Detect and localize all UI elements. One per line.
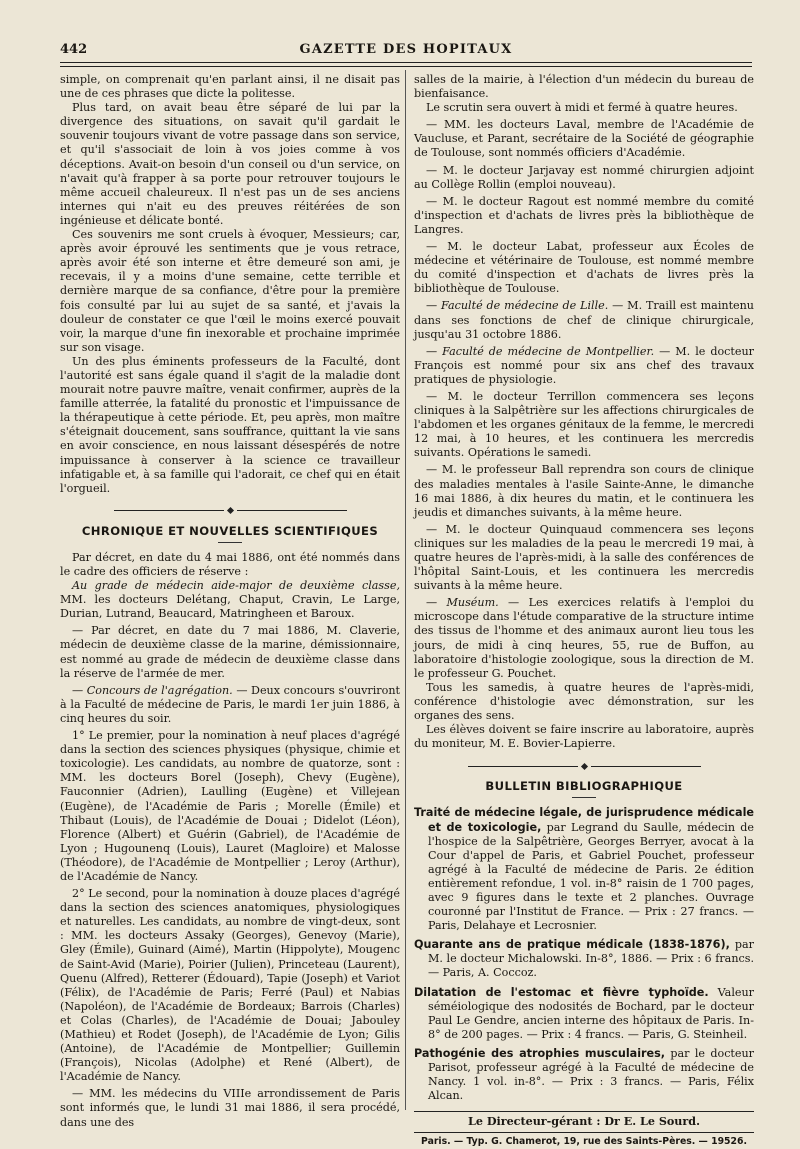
biblio-text: Valeur séméiologique des nodosités de Bochard, par le docteur Paul Le Gendre, ancien interne des hôpitaux de Paris. In-8° de 200 pages. — Prix : 4 francs. — Paris, G. Steinheil. bbox=[428, 985, 754, 1041]
montpellier-notice bbox=[414, 345, 754, 387]
concours-text: — Deux concours s'ouvriront à la Faculté de médecine de Paris, le mardi 1er juin 1886, à cinq heures du soir. bbox=[60, 683, 400, 725]
decree-claverie: — Par décret, en date du 7 mai 1886, M. Claverie, médecin de deuxième classe de la marine, démissionnaire, est nommé au grade de médecin de deuxième classe dans la réserve de l'armée de mer. bbox=[60, 624, 400, 680]
page-number: 442 bbox=[60, 42, 88, 57]
lille-text: — M. Traill est maintenu dans ses fonctions de chef de clinique chirurgicale, jusqu'au 31 octobre 1886. bbox=[414, 299, 754, 341]
concours-first: 1° Le premier, pour la nomination à neuf places d'agrégé dans la section des sciences physiques (physique, chimie et toxicologie). Les candidats, au nombre de quatorze, sont : MM. les docteurs Borel (Joseph), Chevy (Eugène), Fauconnier (Adrien), Laulling (Eugène) et Villejean (Eugène), de l'Académie de Paris ; Morelle (Émile) et Thibaut (Louis), de l'Académie de Douai ; Didelot (Léon), Florence (Albert) et Guérin (Gabriel), de l'Académie de Lyon ; Hugounenq (Louis), Lauret (Magloire) et Malosse (Théodore), de l'Académie de Montpellier ; Leroy (Arthur), de l'Académie de Nancy. bbox=[60, 729, 400, 883]
section-short-rule bbox=[572, 797, 596, 798]
biblio-entry bbox=[414, 938, 754, 980]
biblio-title: Pathogénie des atrophies musculaires, bbox=[414, 1046, 666, 1060]
director-signature: Le Directeur-gérant : Dr E. Le Sourd. bbox=[468, 1115, 700, 1129]
left-column bbox=[60, 73, 400, 1130]
museum-notice bbox=[414, 596, 754, 681]
right-column bbox=[414, 73, 754, 1149]
paragraph: Plus tard, on avait beau être séparé de lui par la divergence des situations, on savait qu'il gardait le souvenir toujours vivant de votre passage dans son service, et qu'il s'associait de loin à vos joies comme à vos déceptions. Avait-on besoin d'un conseil ou d'un service, on n'avait qu'à frapper à sa porte pour retrouver toujours le même accueil chaleureux. Il n'est pas un de ses anciens internes qui n'ait eu des preuves réitérées de son ingénieuse et délicate bonté. bbox=[60, 101, 400, 227]
decree-grade-names: MM. les docteurs Delétang, Chaput, Cravin, Le Large, Durian, Lutrand, Beaucard, Matringheen et Baroux. bbox=[60, 593, 400, 621]
concours-agregation bbox=[60, 684, 400, 726]
samedis-notice: Tous les samedis, à quatre heures de l'après-midi, conférence d'histologie avec démonstration, sur les organes des sens. bbox=[414, 680, 754, 723]
paragraph: simple, on comprenait qu'en parlant ainsi, il ne disait pas une de ces phrases que dicte la politesse. bbox=[60, 73, 400, 101]
footer-rule bbox=[414, 1111, 754, 1112]
lille-notice bbox=[414, 299, 754, 341]
biblio-title: Dilatation de l'estomac et fièvre typhoïde. bbox=[414, 985, 709, 999]
printer-imprint: Paris. — Typ. G. Chamerot, 19, rue des Saints-Pères. — 19526. bbox=[414, 1132, 754, 1149]
ragout-notice: — M. le docteur Ragout est nommé membre du comité d'inspection et d'achats de livres près la bibliothèque de Langres. bbox=[414, 194, 754, 236]
mairie-notice-start: — MM. les médecins du VIIIe arrondissement de Paris sont informés que, le lundi 31 mai 1886, il sera procédé, dans une des bbox=[60, 1087, 400, 1129]
biblio-text: par M. le docteur Michalowski. In-8°, 1886. — Prix : 6 francs. — Paris, A. Coccoz. bbox=[428, 938, 755, 980]
biblio-title: Traité de médecine légale, de jurisprudence médicale et de toxicologie, bbox=[414, 806, 754, 834]
decree-grade bbox=[60, 579, 400, 621]
paragraph: Ces souvenirs me sont cruels à évoquer, Messieurs; car, après avoir éprouvé les sentiments que je vous retrace, après avoir été son interne et être demeuré son ami, je recevais, il y a moins d'une semaine, cette terrible et dernière marque de sa confiance, d'être pour la première fois consulté par lui au sujet de sa santé, et j'avais la douleur de constater ce que l'œil le moins exercé pouvait voir, la marque d'une fin inexorable et prochaine imprimée sur son visage. bbox=[60, 228, 400, 354]
header-rule-bottom bbox=[60, 66, 752, 67]
header-rule-top bbox=[60, 62, 752, 63]
scrutin-notice: Le scrutin sera ouvert à midi et fermé à quatre heures. bbox=[426, 101, 738, 115]
running-title: GAZETTE DES HOPITAUX bbox=[299, 42, 513, 57]
section-title-bulletin: BULLETIN BIBLIOGRAPHIQUE bbox=[485, 779, 683, 794]
biblio-text: par le docteur Parisot, professeur agrégé à la Faculté de médecine de Nancy. 1 vol. in-8°. — Prix : 3 francs. — Paris, Félix Alcan. bbox=[428, 1046, 755, 1103]
concours-title: — Concours de l'agrégation. bbox=[72, 683, 233, 697]
museum-title: — Muséum. bbox=[426, 596, 499, 610]
biblio-text: par Legrand du Saulle, médecin de l'hospice de la Salpêtrière, Georges Berryer, avocat à la Cour d'appel de Paris, et Gabriel Pouchet, professeur agrégé à la Faculté de médecine de Paris. 2e édition entièrement refondue, 1 vol. in-8° raisin de 1 700 pages, avec 9 figures dans le texte et 2 planches. Ouvrage couronné par l'Institut de France. — Prix : 27 francs. — Paris, Delahaye et Lecrosnier. bbox=[428, 820, 754, 933]
biblio-entry bbox=[414, 1047, 754, 1103]
quinquaud-notice: — M. le docteur Quinquaud commencera ses leçons cliniques sur les maladies de la peau le mercredi 19 mai, à quatre heures de l'après-midi, à la salle des conférences de l'hôpital Saint-Louis, et les continuera les mercredis suivants à la même heure. bbox=[414, 522, 754, 593]
column-divider bbox=[405, 70, 406, 1110]
laval-notice: — MM. les docteurs Laval, membre de l'Académie de Vaucluse, et Parant, secrétaire de la Société de géographie de Toulouse, sont nommés officiers d'Académie. bbox=[414, 118, 754, 160]
labat-notice: — M. le docteur Labat, professeur aux Écoles de médecine et vétérinaire de Toulouse, est nommé membre du comité d'inspection et d'achats de livres près la bibliothèque de Toulouse. bbox=[414, 240, 754, 296]
decree-intro: Par décret, en date du 4 mai 1886, ont été nommés dans le cadre des officiers de réserve : bbox=[60, 550, 400, 578]
terrillon-notice: — M. le docteur Terrillon commencera ses leçons cliniques à la Salpêtrière sur les affections chirurgicales de l'abdomen et les organes génitaux de la femme, le mercredi 12 mai, à 10 heures, et les continuera les mercredis suivants. Opérations le samedi. bbox=[414, 389, 754, 460]
page-header bbox=[60, 42, 752, 62]
lille-title: — Faculté de médecine de Lille. bbox=[426, 299, 609, 313]
section-ornament bbox=[414, 759, 754, 773]
ball-notice: — M. le professeur Ball reprendra son cours de clinique des maladies mentales à l'asile Sainte-Anne, le dimanche 16 mai 1886, à dix heures du matin, et le continuera les jeudis et dimanches suivants, à la même heure. bbox=[414, 463, 754, 519]
museum-text: — Les exercices relatifs à l'emploi du microscope dans l'étude comparative de la structure intime des tissus de l'homme et des animaux auront lieu tous les jours, de midi à cinq heures, 55, rue de Buffon, au laboratoire d'histologie zoologique, sous la direction de M. le professeur G. Pouchet. bbox=[414, 596, 754, 680]
jarjavay-notice: — M. le docteur Jarjavay est nommé chirurgien adjoint au Collège Rollin (emploi nouveau). bbox=[414, 163, 754, 191]
montpellier-title: — Faculté de médecine de Montpellier. bbox=[426, 344, 655, 358]
montpellier-text: — M. le docteur François est nommé pour six ans chef des travaux pratiques de physiologie. bbox=[414, 344, 754, 386]
biblio-title: Quarante ans de pratique médicale (1838-1876), bbox=[414, 938, 730, 952]
biblio-entry bbox=[414, 806, 754, 933]
concours-second: 2° Le second, pour la nomination à douze places d'agrégé dans la section des sciences anatomiques, physiologiques et naturelles. Les candidats, au nombre de vingt-deux, sont : MM. les docteurs Assaky (Georges), Genevoy (Marie), Gley (Émile), Guinard (Aimé), Martin (Hippolyte), Mougenc de Saint-Avid (Marie), Poirier (Julien), Princeteau (Laurent), Quenu (Alfred), Retterer (Édouard), Tapie (Joseph) et Variot (Félix), de l'Académie de Paris; Ferré (Paul) et Nabias (Napoléon), de l'Académie de Bordeaux; Barrois (Charles) et Colas (Charles), de l'Académie de Douai; Jabouley (Mathieu) et Rodet (Joseph), de l'Académie de Lyon; Gilis (Antoine), de l'Académie de Montpellier; Guillemin (François), Nicolas (Adolphe) et René (Albert), de l'Académie de Nancy. bbox=[60, 887, 400, 1084]
section-title-chronique: CHRONIQUE ET NOUVELLES SCIENTIFIQUES bbox=[81, 523, 379, 538]
section-short-rule bbox=[218, 542, 242, 543]
mairie-notice-end: salles de la mairie, à l'élection d'un médecin du bureau de bienfaisance. bbox=[414, 73, 754, 101]
section-ornament bbox=[60, 504, 400, 518]
paragraph: Un des plus éminents professeurs de la Faculté, dont l'autorité est sans égale quand il s'agit de la maladie dont mourait notre pauvre maître, venait confirmer, auprès de la famille atterrée, la fatalité du pronostic et l'impuissance de la thérapeutique à cette période. Et, peu après, mon maître s'éteignait doucement, sans souffrance, quittant la vie sans en avoir conscience, en nous laissant désespérés de notre impuissance à conserver à la science ce travailleur infatigable et, à sa famille qui l'adorait, ce chef qui en était l'orgueil. bbox=[60, 354, 400, 495]
decree-grade-italic: Au grade de médecin aide-major de deuxième classe, bbox=[72, 579, 400, 593]
biblio-entry bbox=[414, 986, 754, 1042]
eleves-notice: Les élèves doivent se faire inscrire au laboratoire, auprès du moniteur, M. E. Bovier-Lapierre. bbox=[414, 723, 754, 751]
